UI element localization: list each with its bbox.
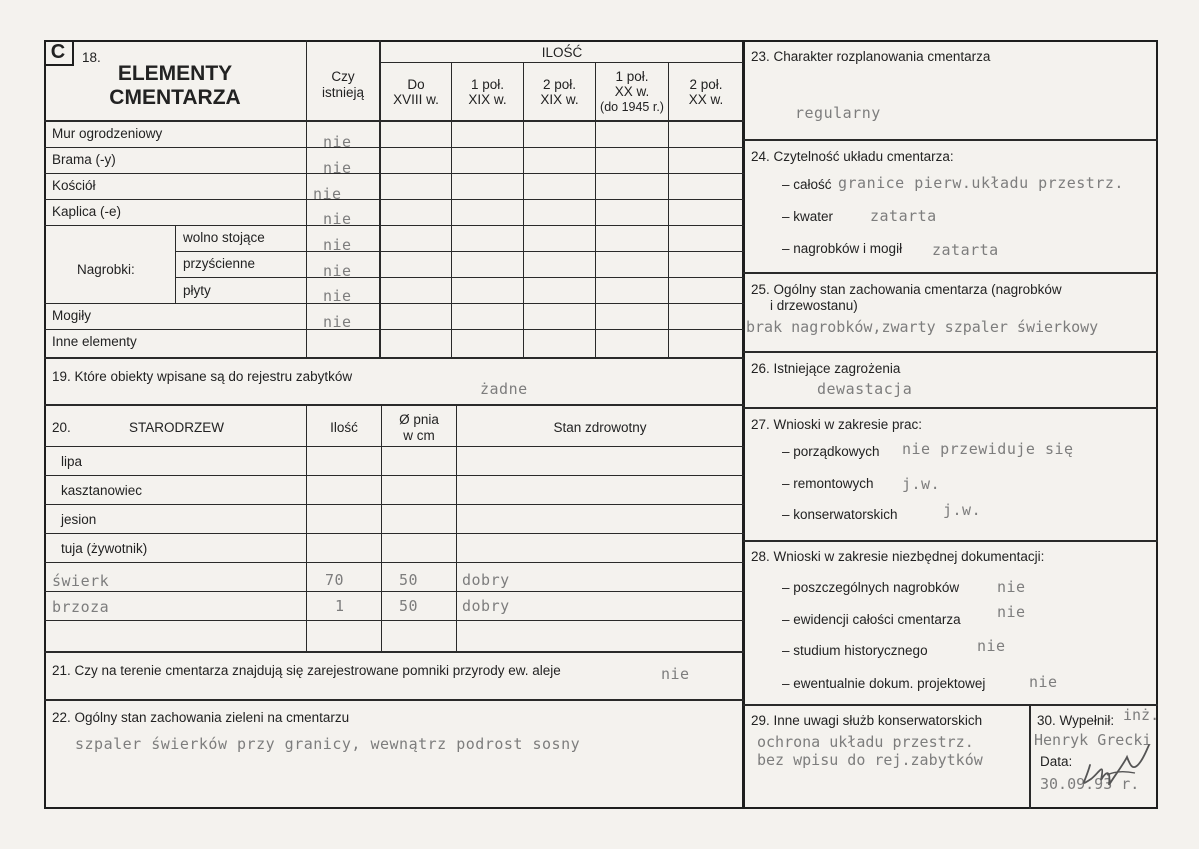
tree-health: dobry — [462, 571, 510, 589]
divider — [44, 173, 744, 174]
q26-value: dewastacja — [817, 380, 913, 398]
trees-count-header: Ilość — [330, 420, 358, 435]
divider — [743, 139, 1158, 141]
exists-header-1: Czy — [331, 69, 355, 84]
q28-label: 28. Wnioski w zakresie niezbędnej dokumentacji: — [751, 549, 1045, 564]
q28-item-label: – ewidencji całości cmentarza — [782, 612, 961, 627]
q27-item-value: j.w. — [943, 501, 982, 519]
q27-item-value: nie przewiduje się — [902, 440, 1074, 458]
tree-row-jesion: jesion — [61, 512, 97, 527]
tree-row-kasztanowiec: kasztanowiec — [61, 483, 143, 498]
q28-item-value: nie — [997, 578, 1026, 596]
exists-value-plyty: nie — [323, 287, 352, 305]
q27-item-value: j.w. — [902, 475, 941, 493]
divider — [743, 704, 1158, 706]
row-label-plyty: płyty — [183, 283, 211, 298]
divider — [381, 62, 743, 63]
divider — [44, 699, 744, 701]
q21-label: 21. Czy na terenie cmentarza znajdują się zarejestrowane pomniki przyrody ew. aleje — [52, 663, 561, 678]
divider — [306, 406, 307, 652]
divider — [743, 407, 1158, 409]
exists-value-kaplica: nie — [323, 210, 352, 228]
trees-diameter-header-1: Ø pnia — [399, 412, 439, 427]
divider — [743, 272, 1158, 274]
q29-value-1: ochrona układu przestrz. — [757, 733, 974, 751]
q30-date-label: Data: — [1040, 754, 1073, 769]
exists-value-mur: nie — [323, 133, 352, 151]
trees-diameter-header-2: w cm — [403, 428, 435, 443]
period-header: 1 poł. — [470, 77, 505, 92]
divider — [175, 251, 744, 252]
row-label-kosciol: Kościół — [52, 178, 96, 193]
period-header: XIX w. — [468, 92, 507, 107]
row-label-przyscienne: przyścienne — [183, 256, 256, 271]
divider — [743, 351, 1158, 353]
tree-count: 1 — [335, 597, 345, 615]
q25-label-1: 25. Ogólny stan zachowania cmentarza (nagrobków — [751, 282, 1062, 297]
q28-item-value: nie — [997, 603, 1026, 621]
q29-value-2: bez wpisu do rej.zabytków — [757, 751, 983, 769]
q24-label: 24. Czytelność układu cmentarza: — [751, 149, 954, 164]
period-header: XX w. — [688, 92, 724, 107]
tree-row-lipa: lipa — [61, 454, 83, 469]
divider — [44, 504, 744, 505]
q24-item-value: granice pierw.układu przestrz. — [838, 174, 1124, 192]
exists-value-kosciol: nie — [313, 185, 342, 203]
q23-value: regularny — [795, 104, 881, 122]
period-header: 1 poł. — [615, 69, 649, 84]
tree-row-tuja: tuja (żywotnik) — [61, 541, 148, 556]
q22-value: szpaler świerków przy granicy, wewnątrz podrost sosny — [75, 735, 581, 753]
exists-value-przyscienne: nie — [323, 262, 352, 280]
q24-item-label: – kwater — [782, 209, 834, 224]
divider — [44, 591, 744, 592]
divider — [456, 406, 457, 652]
q28-item-label: – studium historycznego — [782, 643, 928, 658]
q30-label: 30. Wypełnił: — [1037, 713, 1115, 728]
period-header: XX w. — [614, 84, 650, 99]
q30-date: 30.09.93 r. — [1040, 775, 1140, 793]
period-header: XVIII w. — [393, 92, 439, 107]
exists-value-mogily: nie — [323, 313, 352, 331]
q25-value: brak nagrobków,zwarty szpaler świerkowy — [746, 318, 1099, 336]
q30-name: Henryk Grecki — [1034, 731, 1152, 749]
tree-diameter: 50 — [399, 571, 419, 589]
divider — [44, 533, 744, 534]
tree-name: brzoza — [52, 598, 110, 616]
q23-label: 23. Charakter rozplanowania cmentarza — [751, 49, 991, 64]
divider — [44, 120, 744, 122]
q24-item-label: – nagrobków i mogił — [782, 241, 903, 256]
card-code-box: C — [44, 40, 74, 66]
q22-label: 22. Ogólny stan zachowania zieleni na cmentarzu — [52, 710, 350, 725]
section-title-line1: ELEMENTY — [117, 62, 233, 85]
signature — [1035, 735, 1155, 795]
row-label-kaplica: Kaplica (-e) — [52, 204, 122, 219]
trees-title: STARODRZEW — [129, 420, 224, 435]
tree-health: dobry — [462, 597, 510, 615]
divider — [1029, 704, 1031, 809]
q28-item-label: – poszczególnych nagrobków — [782, 580, 960, 595]
section-number: 18. — [82, 50, 101, 65]
q19-value: żadne — [480, 380, 528, 398]
q27-label: 27. Wnioski w zakresie prac: — [751, 417, 923, 432]
q25-label-2: i drzewostanu) — [770, 298, 858, 313]
q21-value: nie — [661, 665, 690, 683]
q24-item-label: – całość — [782, 177, 832, 192]
trees-number: 20. — [52, 420, 71, 435]
row-label-brama: Brama (-y) — [52, 152, 116, 167]
row-label-wolno: wolno stojące — [183, 230, 265, 245]
divider — [44, 446, 744, 447]
q19-label: 19. Które obiekty wpisane są do rejestru zabytków — [52, 369, 353, 384]
q24-item-value: zatarta — [870, 207, 937, 225]
period-header: 2 poł. — [689, 77, 723, 92]
divider — [743, 540, 1158, 542]
trees-health-header: Stan zdrowotny — [553, 420, 647, 435]
divider — [44, 147, 744, 148]
divider — [44, 303, 744, 304]
divider — [44, 199, 744, 200]
period-header: (do 1945 r.) — [600, 100, 664, 114]
divider — [175, 225, 176, 303]
section-title-line2: CMENTARZA — [109, 86, 241, 109]
divider — [44, 329, 744, 330]
divider — [44, 620, 744, 621]
row-label-mur: Mur ogrodzeniowy — [52, 126, 163, 141]
exists-value-brama: nie — [323, 159, 352, 177]
period-header: XIX w. — [540, 92, 579, 107]
q28-item-label: – ewentualnie dokum. projektowej — [782, 676, 986, 691]
q27-item-label: – remontowych — [782, 476, 874, 491]
divider — [44, 357, 744, 359]
tree-count: 70 — [325, 571, 345, 589]
quantity-header: ILOŚĆ — [541, 45, 583, 60]
row-group-nagrobki: Nagrobki: — [77, 262, 135, 277]
exists-header-2: istnieją — [321, 85, 365, 100]
q24-item-value: zatarta — [932, 241, 999, 259]
row-label-inne: Inne elementy — [52, 334, 137, 349]
divider — [175, 277, 744, 278]
period-header: 2 poł. — [542, 77, 577, 92]
divider — [44, 225, 744, 226]
divider — [44, 562, 744, 563]
divider — [44, 475, 744, 476]
q29-label: 29. Inne uwagi służb konserwatorskich — [751, 713, 983, 728]
row-label-mogily: Mogiły — [52, 308, 92, 323]
q27-item-label: – konserwatorskich — [782, 507, 898, 522]
tree-diameter: 50 — [399, 597, 419, 615]
q27-item-label: – porządkowych — [782, 444, 880, 459]
divider — [44, 651, 744, 653]
q28-item-value: nie — [1029, 673, 1058, 691]
exists-value-wolno: nie — [323, 236, 352, 254]
q28-item-value: nie — [977, 637, 1006, 655]
tree-name: świerk — [52, 572, 110, 590]
divider — [44, 404, 744, 406]
q30-title: inż. — [1123, 706, 1160, 724]
q26-label: 26. Istniejące zagrożenia — [751, 361, 901, 376]
period-header: Do — [407, 77, 425, 92]
